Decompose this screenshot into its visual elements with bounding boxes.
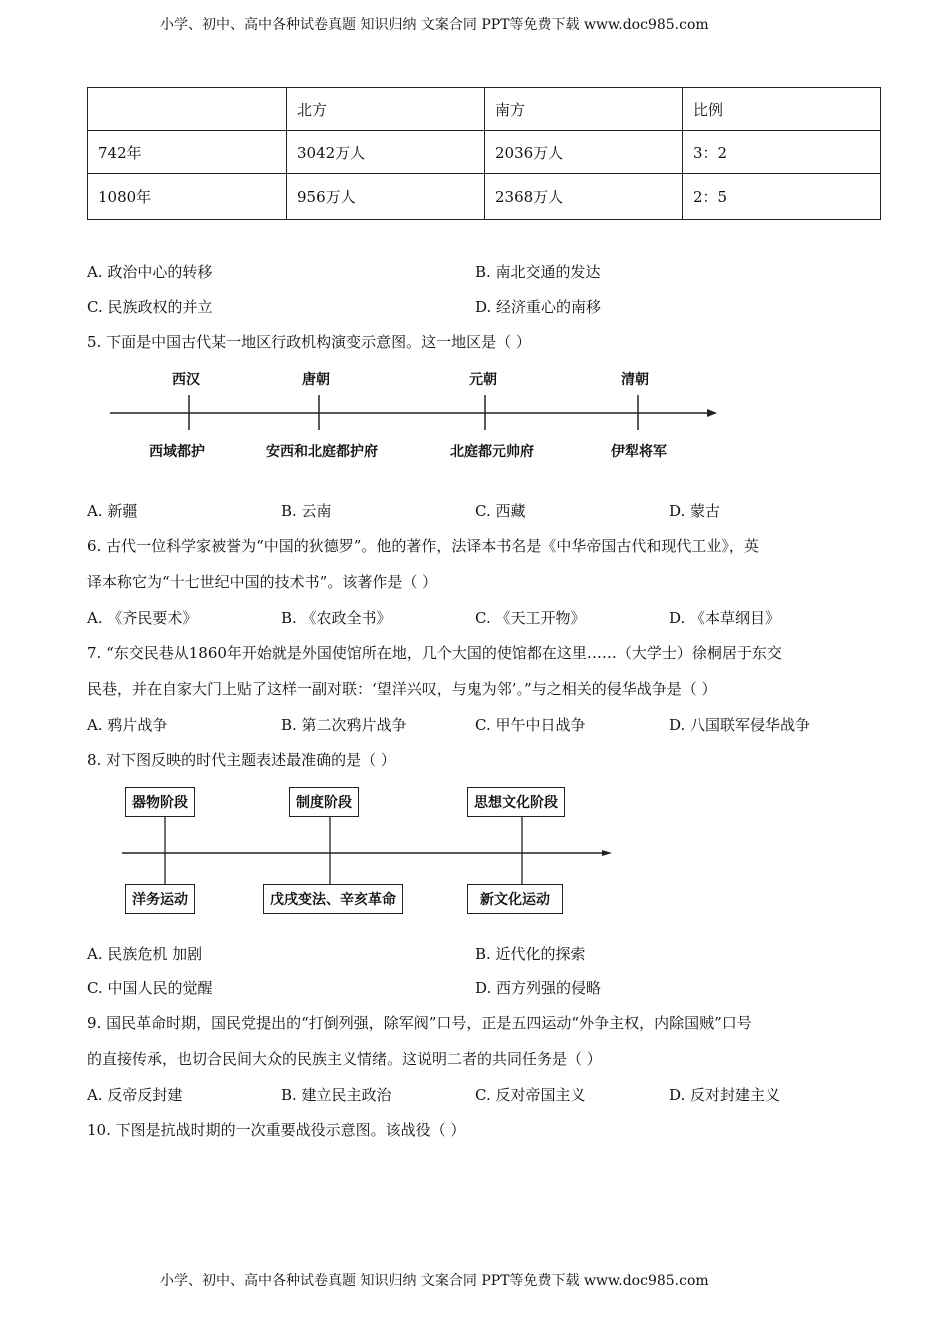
option: A. 鸦片战争: [87, 716, 168, 734]
option: B. 建立民主政治: [281, 1086, 392, 1104]
option: D. 蒙古: [669, 502, 721, 520]
timeline-label: 清朝: [621, 372, 649, 388]
question-stem: 8. 对下图反映的时代主题表述最准确的是（ ）: [87, 751, 396, 769]
timeline-axis: [105, 390, 725, 440]
option: C. 甲午中日战争: [475, 716, 586, 734]
question-stem: 的直接传承，也切合民间大众的民族主义情绪。这说明二者的共同任务是（ ）: [87, 1050, 602, 1068]
option: A. 新疆: [87, 502, 138, 520]
question-stem: 6. 古代一位科学家被誉为“中国的狄德罗”。他的著作，法译本书名是《中华帝国古代和现代工业》，英: [87, 537, 759, 555]
timeline-label: 西汉: [172, 372, 200, 388]
question-stem: 7. “东交民巷从1860年开始就是外国使馆所在地，几个大国的使馆都在这里……（大学士）徐桐居于东交: [87, 644, 782, 662]
question-stem: 译本称它为“十七世纪中国的技术书”。该著作是（ ）: [87, 573, 438, 591]
timeline-label: 元朝: [469, 372, 497, 388]
event-box: 洋务运动: [125, 884, 195, 914]
timeline-label: 伊犁将军: [611, 444, 667, 460]
event-box: 戊戌变法、辛亥革命: [263, 884, 403, 914]
question-stem: 10. 下图是抗战时期的一次重要战役示意图。该战役（ ）: [87, 1121, 466, 1139]
event-box: 新文化运动: [467, 884, 563, 914]
option: D. 西方列强的侵略: [475, 979, 602, 997]
timeline-label: 唐朝: [302, 372, 330, 388]
option: A. 反帝反封建: [87, 1086, 183, 1104]
option: A. 民族危机 加剧: [87, 945, 203, 963]
stage-box: 思想文化阶段: [467, 787, 565, 817]
option: B. 近代化的探索: [475, 945, 586, 963]
option: A. 政治中心的转移: [87, 263, 213, 281]
option: D. 经济重心的南移: [475, 298, 602, 316]
stage-box: 制度阶段: [289, 787, 359, 817]
question-stem: 5. 下面是中国古代某一地区行政机构演变示意图。这一地区是（ ）: [87, 333, 531, 351]
page-footer: 小学、初中、高中各种试卷真题 知识归纳 文案合同 PPT等免费下载 www.doc985.com: [160, 1273, 709, 1289]
timeline-label: 安西和北庭都护府: [266, 444, 378, 460]
option: C. 反对帝国主义: [475, 1086, 586, 1104]
option: C. 民族政权的并立: [87, 298, 213, 316]
option: D. 反对封建主义: [669, 1086, 781, 1104]
option: A. 《齐民要术》: [87, 609, 198, 627]
table-row: 742年 3042万人 2036万人 3：2: [88, 131, 881, 174]
option: D. 八国联军侵华战争: [669, 716, 811, 734]
timeline-label: 北庭都元帅府: [450, 444, 534, 460]
table-header-row: 北方 南方 比例: [88, 88, 881, 131]
option: B. 《农政全书》: [281, 609, 392, 627]
option: C. 《天工开物》: [475, 609, 586, 627]
table-row: 1080年 956万人 2368万人 2：5: [88, 174, 881, 220]
population-table: [87, 87, 881, 220]
option: C. 中国人民的觉醒: [87, 979, 213, 997]
option: B. 云南: [281, 502, 332, 520]
option: B. 第二次鸦片战争: [281, 716, 407, 734]
stage-box: 器物阶段: [125, 787, 195, 817]
question-stem: 9. 国民革命时期，国民党提出的“打倒列强，除军阀”口号，正是五四运动“外争主权，内除国贼”口号: [87, 1014, 752, 1032]
timeline-label: 西域都护: [149, 444, 205, 460]
option: B. 南北交通的发达: [475, 263, 601, 281]
option: C. 西藏: [475, 502, 526, 520]
question-stem: 民巷，并在自家大门上贴了这样一副对联：‘望洋兴叹，与鬼为邻’。”与之相关的侵华战争是（ ）: [87, 680, 717, 698]
stage-diagram-axis: [120, 815, 620, 890]
option: D. 《本草纲目》: [669, 609, 781, 627]
page-header: 小学、初中、高中各种试卷真题 知识归纳 文案合同 PPT等免费下载 www.doc985.com: [160, 17, 709, 33]
